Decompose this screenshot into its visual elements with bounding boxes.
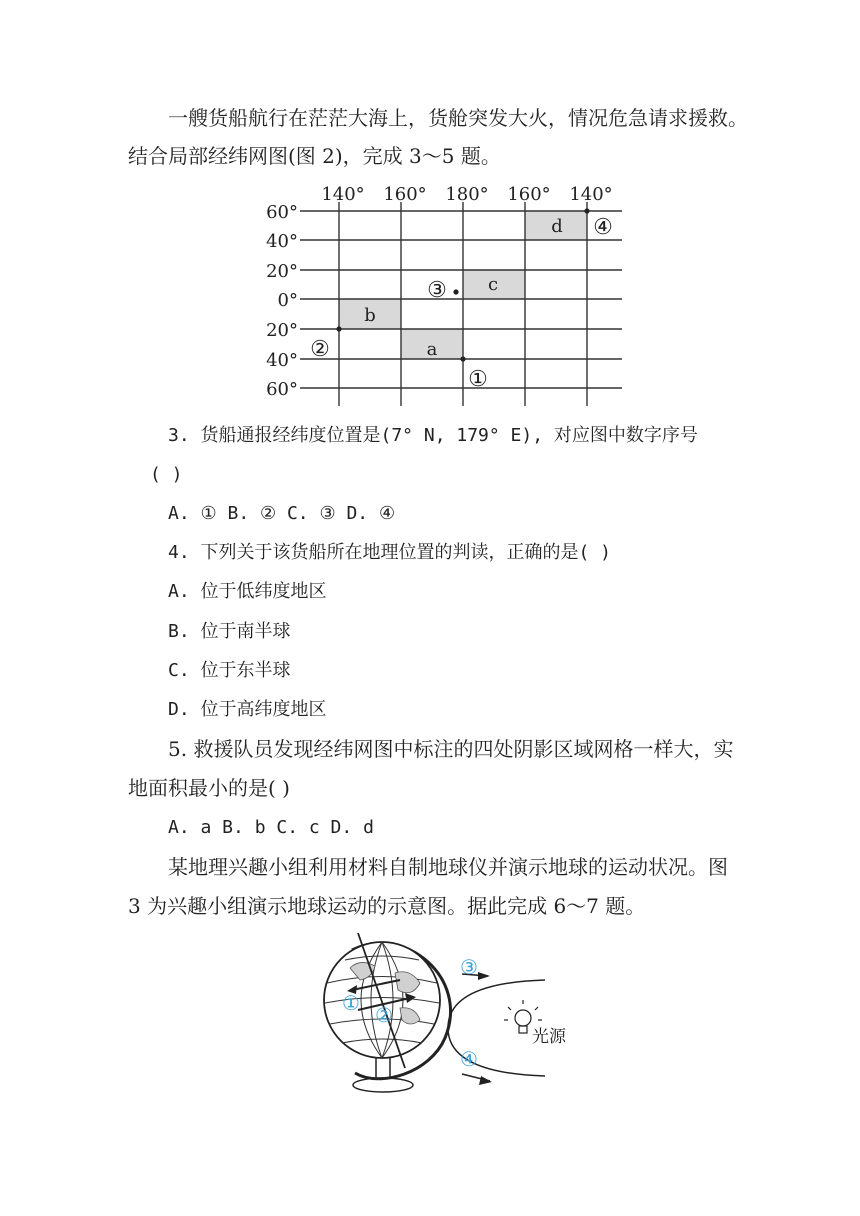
lon-label: 160° <box>507 184 551 205</box>
lon-label: 180° <box>445 184 489 205</box>
globe-figure <box>0 928 860 1128</box>
q3-options: A. ① B. ② C. ③ D. ④ <box>168 503 396 524</box>
q5-stem-line-2: 地面积最小的是( ) <box>128 776 290 800</box>
q3-answer-paren: ( ) <box>150 464 183 485</box>
q5-stem-line-1: 5. 救援队员发现经纬网图中标注的四处阴影区域网格一样大，实 <box>168 737 734 761</box>
point-2-dot <box>336 326 341 331</box>
q5-options: A. a B. b C. c D. d <box>168 817 374 838</box>
lat-label: 20° <box>266 320 298 341</box>
orbit-marker-4: ④ <box>460 1047 478 1071</box>
q4-option-d: D. 位于高纬度地区 <box>168 699 327 720</box>
lon-label: 140° <box>569 184 613 205</box>
region-label-c: c <box>487 274 499 295</box>
point-label-3: ③ <box>427 278 447 303</box>
lat-label: 60° <box>266 379 298 400</box>
lat-long-grid-figure <box>0 176 860 406</box>
q4-option-b: B. 位于南半球 <box>168 621 291 642</box>
region-label-d: d <box>551 216 563 237</box>
light-source-label: 光源 <box>532 1027 566 1047</box>
point-label-4: ④ <box>593 215 613 240</box>
point-label-1: ① <box>468 367 488 392</box>
point-label-2: ② <box>310 337 330 362</box>
globe-marker-2: ② <box>375 1003 393 1027</box>
region-label-a: a <box>426 339 438 360</box>
lat-label: 60° <box>266 202 298 223</box>
point-3-dot <box>453 289 458 294</box>
point-4-dot <box>584 208 589 213</box>
globe-marker-1: ① <box>342 991 360 1015</box>
region-label-b: b <box>364 305 376 326</box>
lat-label: 40° <box>266 350 298 371</box>
q4-option-a: A. 位于低纬度地区 <box>168 581 327 602</box>
q3-stem: 3. 货船通报经纬度位置是(7° N, 179° E), 对应图中数字序号 <box>168 425 698 446</box>
intro-line-1: 一艘货船航行在茫茫大海上，货舱突发大火，情况危急请求援救。 <box>168 106 748 130</box>
lat-label: 0° <box>277 290 298 311</box>
lon-label: 140° <box>321 184 365 205</box>
q4-option-c: C. 位于东半球 <box>168 660 291 681</box>
lon-label: 160° <box>383 184 427 205</box>
intro2-line-2: 3 为兴趣小组演示地球运动的示意图。据此完成 6～7 题。 <box>128 894 646 918</box>
orbit-marker-3: ③ <box>460 955 478 979</box>
intro-line-2: 结合局部经纬网图(图 2)，完成 3～5 题。 <box>128 144 501 168</box>
intro2-line-1: 某地理兴趣小组利用材料自制地球仪并演示地球的运动状况。图 <box>168 855 728 879</box>
q4-stem: 4. 下列关于该货船所在地理位置的判读，正确的是( ) <box>168 542 612 563</box>
lat-label: 20° <box>266 261 298 282</box>
point-1-dot <box>460 356 465 361</box>
lat-label: 40° <box>266 231 298 252</box>
